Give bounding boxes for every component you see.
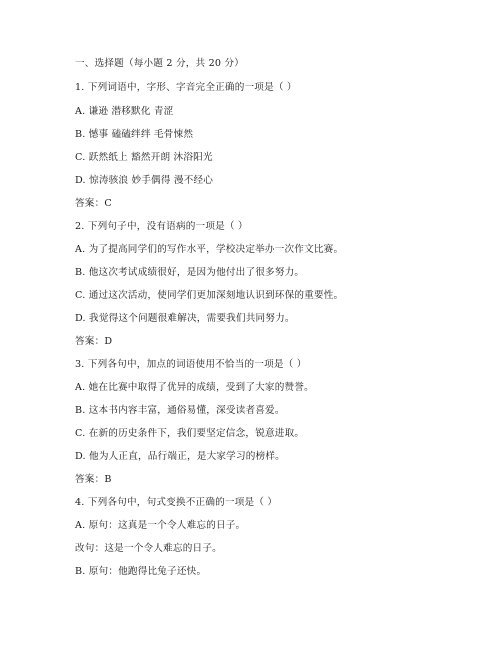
question-1-option-d: D. 惊涛骇浪 妙手偶得 漫不经心	[75, 175, 214, 186]
question-3-option-c: C. 在新的历史条件下，我们要坚定信念，锐意进取。	[75, 428, 305, 439]
question-4-option-b: B. 原句：他跑得比兔子还快。	[75, 566, 207, 577]
question-4-stem: 4. 下列各句中，句式变换不正确的一项是（ ）	[75, 497, 278, 508]
question-3-answer: 答案：B	[75, 474, 112, 485]
question-2-stem: 2. 下列句子中，没有语病的一项是（ ）	[75, 221, 248, 232]
question-3-option-b: B. 这本书内容丰富，通俗易懂，深受读者喜爱。	[75, 405, 285, 416]
question-4-option-a: A. 原句：这真是一个令人难忘的日子。	[75, 520, 246, 531]
question-3-option-d: D. 他为人正直，品行端正，是大家学习的榜样。	[75, 451, 285, 462]
question-2-option-a: A. 为了提高同学们的写作水平，学校决定举办一次作文比赛。	[75, 244, 344, 255]
question-2-option-b: B. 他这次考试成绩很好，是因为他付出了很多努力。	[75, 267, 305, 278]
question-1-option-c: C. 跃然纸上 豁然开朗 沐浴阳光	[75, 152, 213, 163]
question-3-stem: 3. 下列各句中，加点的词语使用不恰当的一项是（ ）	[75, 359, 307, 370]
question-1-stem: 1. 下列词语中，字形、字音完全正确的一项是（ ）	[75, 82, 297, 93]
question-1-answer: 答案：C	[75, 198, 112, 209]
question-1-option-b: B. 憾事 磕磕绊绊 毛骨悚然	[75, 129, 194, 140]
question-4-revised-sentence: 改句：这是一个令人难忘的日子。	[75, 543, 222, 554]
question-1-option-a: A. 谦逊 潜移默化 青涩	[75, 106, 174, 117]
question-2-answer: 答案：D	[75, 336, 113, 347]
question-2-option-d: D. 我觉得这个问题很难解决，需要我们共同努力。	[75, 313, 295, 324]
question-2-option-c: C. 通过这次活动，使同学们更加深刻地认识到环保的重要性。	[75, 290, 344, 301]
question-3-option-a: A. 她在比赛中取得了优异的成绩，受到了大家的赞誉。	[75, 382, 314, 393]
section-title: 一、选择题（每小题 2 分，共 20 分）	[75, 58, 245, 69]
